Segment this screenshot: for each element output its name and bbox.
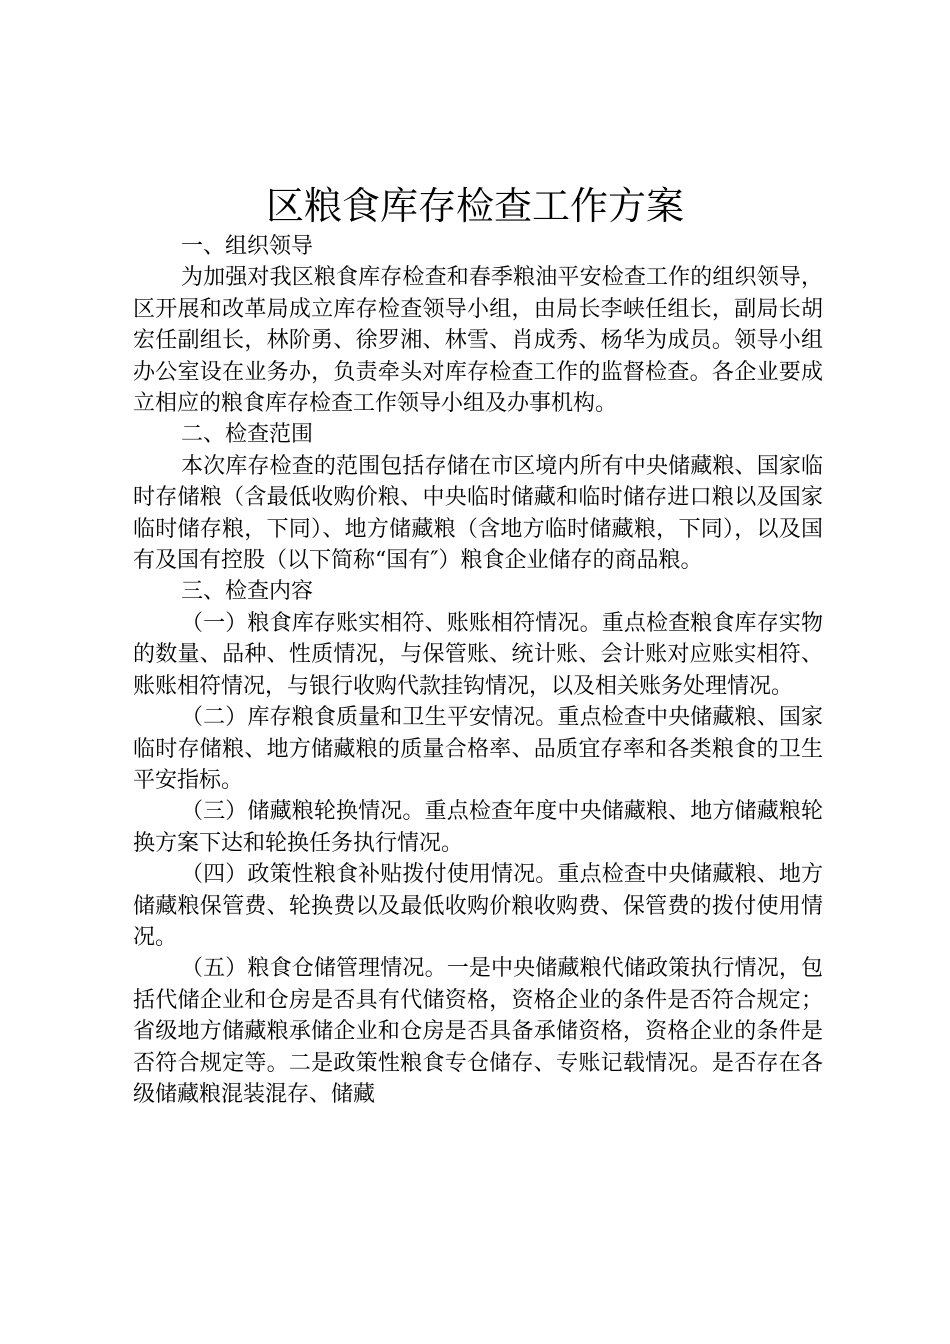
- paragraph: （一）粮食库存账实相符、账账相符情况。重点检查粮食库存实物的数量、品种、性质情况，与保管账、统计账、会计账对应账实相符、账账相符情况，与银行收购代款挂钩情况，以及相关账务处理情况。: [133, 610, 823, 699]
- document-title: 区粮食库存检查工作方案: [265, 184, 684, 228]
- paragraph: 为加强对我区粮食库存检查和春季粮油平安检查工作的组织领导，区开展和改革局成立库存检查领导小组，由局长李峡任组长，副局长胡宏任副组长，林阶勇、徐罗湘、林雪、肖成秀、杨华为成员。领导小组办公室设在业务办，负责牵头对库存检查工作的监督检查。各企业要成立相应的粮食库存检查工作领导小组及办事机构。: [133, 265, 823, 417]
- section-heading: 二、检查范围: [181, 422, 314, 448]
- paragraph: （三）储藏粮轮换情况。重点检查年度中央储藏粮、地方储藏粮轮换方案下达和轮换任务执行情况。: [133, 799, 823, 856]
- document-body: [133, 231, 823, 1110]
- paragraph: （二）库存粮食质量和卫生平安情况。重点检查中央储藏粮、国家临时存储粮、地方储藏粮的质量合格率、品质宜存率和各类粮食的卫生平安指标。: [133, 705, 823, 793]
- paragraph: 本次库存检查的范围包括存储在市区境内所有中央储藏粮、国家临时存储粮（含最低收购价粮、中央临时储藏和临时储存进口粮以及国家临时储存粮，下同）、地方储藏粮（含地方临时储藏粮，下同），以及国有及国有控股（以下简称“国有″）粮食企业储存的商品粮。: [133, 453, 823, 574]
- section-heading: 一、组织领导: [181, 234, 314, 259]
- section-heading: 三、检查内容: [181, 579, 314, 605]
- paragraph: （四）政策性粮食补贴拨付使用情况。重点检查中央储藏粮、地方储藏粮保管费、轮换费以及最低收购价粮收购费、保管费的拨付使用情况。: [133, 862, 823, 950]
- paragraph: （五）粮食仓储管理情况。一是中央储藏粮代储政策执行情况，包括代储企业和仓房是否具有代储资格，资格企业的条件是否符合规定；省级地方储藏粮承储企业和仓房是否具备承储资格，资格企业的条件是否符合规定等。二是政策性粮食专仓储存、专账记载情况。是否存在各级储藏粮混装混存、储藏: [133, 956, 823, 1107]
